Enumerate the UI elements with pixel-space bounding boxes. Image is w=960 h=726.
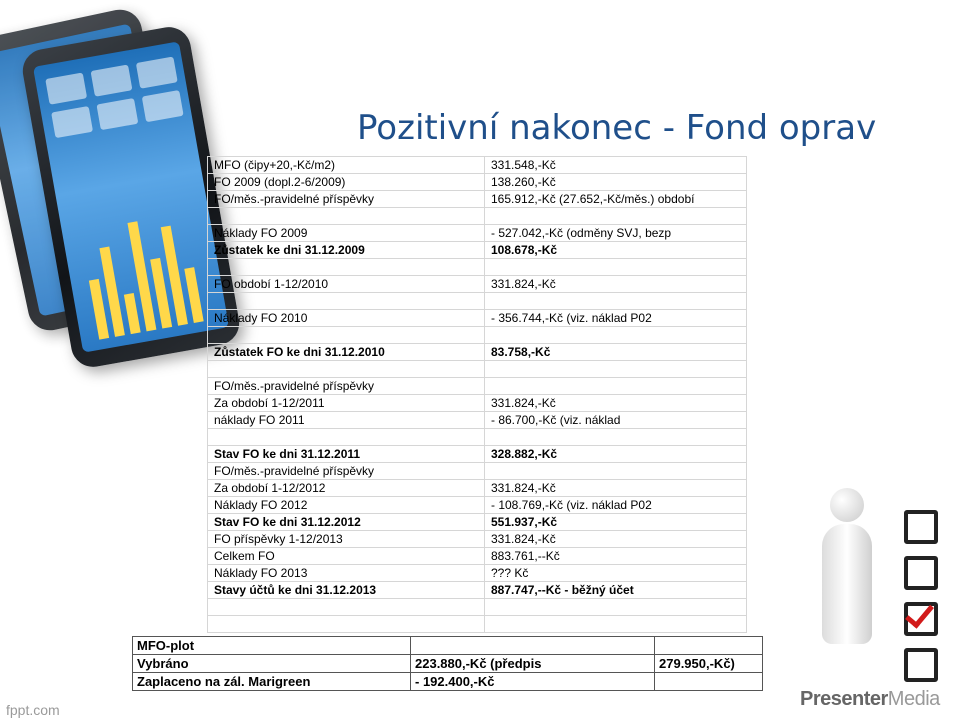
row-label: Za období 1-12/2012 <box>208 480 485 497</box>
table-row <box>208 157 747 174</box>
row-value: 331.548,-Kč <box>485 157 747 174</box>
checkbox-icon <box>904 648 938 682</box>
checklist-figure-image <box>818 470 960 710</box>
row-value: 165.912,-Kč (27.652,-Kč/měs.) období <box>485 191 747 208</box>
row-label <box>208 429 485 446</box>
table-row <box>208 582 747 599</box>
row-label: Náklady FO 2012 <box>208 497 485 514</box>
screen-tile <box>45 73 87 105</box>
table-row <box>208 514 747 531</box>
row-label: MFO (čipy+20,-Kč/m2) <box>208 157 485 174</box>
table-row <box>208 616 747 633</box>
row-value: 883.761,--Kč <box>485 548 747 565</box>
table-row <box>208 191 747 208</box>
row-value: 328.882,-Kč <box>485 446 747 463</box>
row-label: Náklady FO 2010 <box>208 310 485 327</box>
row-label <box>208 361 485 378</box>
figure-body <box>822 524 872 644</box>
table-row <box>208 208 747 225</box>
table-row <box>208 548 747 565</box>
mfo-extra <box>655 673 763 691</box>
checkbox-icon <box>904 510 938 544</box>
mfo-value: 223.880,-Kč (předpis <box>411 655 655 673</box>
table-row <box>208 599 747 616</box>
table-row <box>208 344 747 361</box>
row-label: FO/měs.-pravidelné příspěvky <box>208 191 485 208</box>
mfo-label: Vybráno <box>133 655 411 673</box>
row-label <box>208 599 485 616</box>
row-value: 331.824,-Kč <box>485 480 747 497</box>
row-label: FO/měs.-pravidelné příspěvky <box>208 378 485 395</box>
table-row <box>208 531 747 548</box>
row-label: FO/měs.-pravidelné příspěvky <box>208 463 485 480</box>
row-value: 331.824,-Kč <box>485 531 747 548</box>
table-row <box>208 242 747 259</box>
table-row <box>208 463 747 480</box>
mfo-row <box>133 655 763 673</box>
row-value: - 108.769,-Kč (viz. náklad P02 <box>485 497 747 514</box>
row-label: náklady FO 2011 <box>208 412 485 429</box>
mfo-row <box>133 673 763 691</box>
row-label: Stav FO ke dni 31.12.2011 <box>208 446 485 463</box>
table-row <box>208 412 747 429</box>
mfo-table <box>132 636 763 691</box>
row-value <box>485 327 747 344</box>
row-value: 83.758,-Kč <box>485 344 747 361</box>
row-value: ??? Kč <box>485 565 747 582</box>
checkbox-icon <box>904 556 938 590</box>
row-label: Náklady FO 2009 <box>208 225 485 242</box>
row-value <box>485 463 747 480</box>
row-label <box>208 616 485 633</box>
table-row <box>208 378 747 395</box>
table-row <box>208 293 747 310</box>
table-row <box>208 361 747 378</box>
mfo-cell <box>655 637 763 655</box>
mfo-header: MFO-plot <box>133 637 411 655</box>
screen-bar <box>184 267 203 323</box>
row-value: 331.824,-Kč <box>485 395 747 412</box>
row-value <box>485 378 747 395</box>
presentermedia-logo <box>800 688 940 711</box>
mfo-extra: 279.950,-Kč) <box>655 655 763 673</box>
row-label: FO 2009 (dopl.2-6/2009) <box>208 174 485 191</box>
table-row <box>208 327 747 344</box>
row-value <box>485 616 747 633</box>
screen-bar <box>124 293 141 334</box>
screen-tile <box>91 65 133 97</box>
row-value <box>485 293 747 310</box>
mfo-value: - 192.400,-Kč <box>411 673 655 691</box>
row-label <box>208 327 485 344</box>
table-row <box>208 446 747 463</box>
row-value <box>485 429 747 446</box>
row-value: - 527.042,-Kč (odměny SVJ, bezp <box>485 225 747 242</box>
row-value: 887.747,--Kč - běžný účet <box>485 582 747 599</box>
row-label <box>208 208 485 225</box>
row-label <box>208 293 485 310</box>
logo-part2: Media <box>887 688 940 710</box>
table-row <box>208 225 747 242</box>
table-row <box>208 565 747 582</box>
table-row <box>208 497 747 514</box>
mfo-cell <box>411 637 655 655</box>
row-label: Stav FO ke dni 31.12.2012 <box>208 514 485 531</box>
slide-title: Pozitivní nakonec - Fond oprav <box>357 108 877 148</box>
row-label: Náklady FO 2013 <box>208 565 485 582</box>
row-value <box>485 208 747 225</box>
screen-tile <box>142 90 184 122</box>
table-row <box>208 480 747 497</box>
fund-table <box>207 156 747 633</box>
logo-part1: Presenter <box>800 688 888 710</box>
row-value: - 86.700,-Kč (viz. náklad <box>485 412 747 429</box>
row-value: 551.937,-Kč <box>485 514 747 531</box>
figure-head <box>830 488 864 522</box>
row-value: 108.678,-Kč <box>485 242 747 259</box>
table-row <box>208 174 747 191</box>
row-label: Zůstatek FO ke dni 31.12.2010 <box>208 344 485 361</box>
row-value <box>485 599 747 616</box>
row-label: Celkem FO <box>208 548 485 565</box>
table-row <box>208 395 747 412</box>
table-row <box>208 310 747 327</box>
row-value: - 356.744,-Kč (viz. náklad P02 <box>485 310 747 327</box>
screen-tile <box>136 57 178 89</box>
screen-tile <box>96 98 138 130</box>
table-row <box>208 429 747 446</box>
row-value <box>485 259 747 276</box>
row-label <box>208 259 485 276</box>
row-label: Zůstatek ke dni 31.12.2009 <box>208 242 485 259</box>
row-value <box>485 361 747 378</box>
row-label: FO příspěvky 1-12/2013 <box>208 531 485 548</box>
row-label: FO období 1-12/2010 <box>208 276 485 293</box>
checked-checkbox-icon <box>904 602 938 636</box>
mfo-label: Zaplaceno na zál. Marigreen <box>133 673 411 691</box>
row-label: Za období 1-12/2011 <box>208 395 485 412</box>
table-row <box>208 276 747 293</box>
table-row <box>208 259 747 276</box>
screen-tile <box>51 106 93 138</box>
row-value: 138.260,-Kč <box>485 174 747 191</box>
row-value: 331.824,-Kč <box>485 276 747 293</box>
mfo-header-row <box>133 637 763 655</box>
row-label: Stavy účtů ke dni 31.12.2013 <box>208 582 485 599</box>
watermark: fppt.com <box>6 702 60 718</box>
